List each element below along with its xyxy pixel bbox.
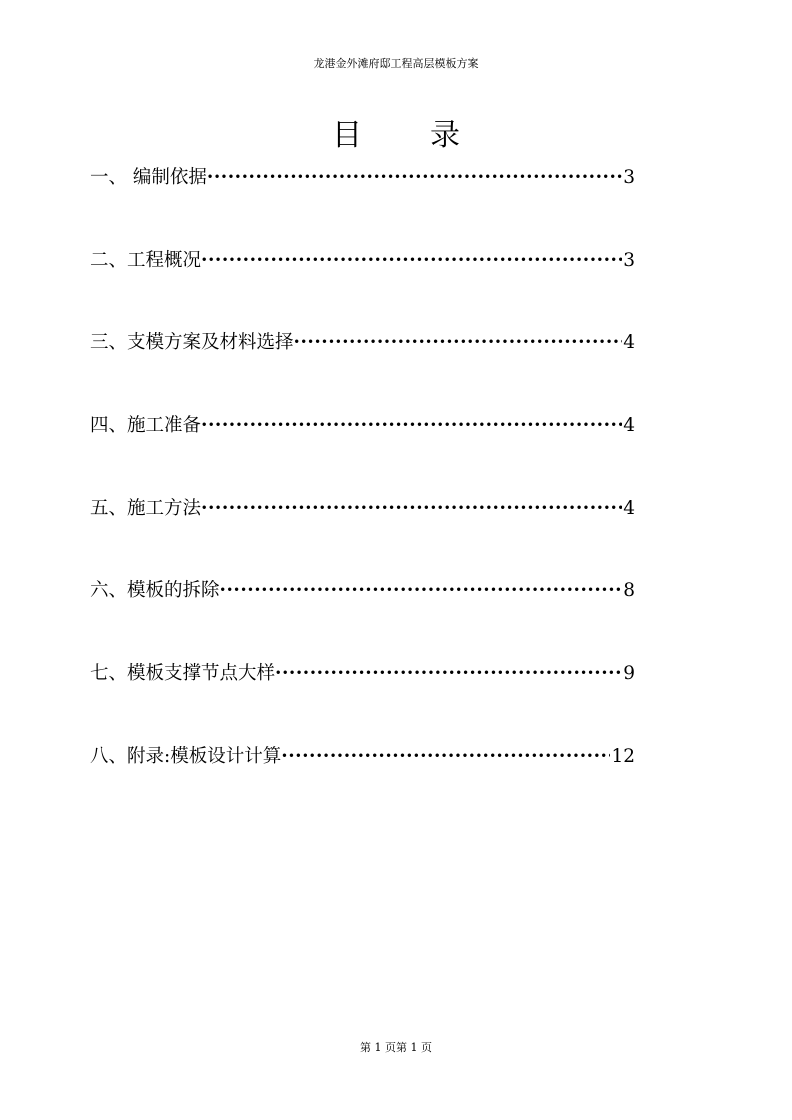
toc-item-5[interactable] [90, 496, 635, 522]
toc-item-label: 支模方案及材料选择 [127, 332, 294, 353]
toc-item-6[interactable] [90, 578, 635, 604]
toc-item-8[interactable] [90, 744, 635, 770]
toc-item-number: 四、 [90, 415, 128, 436]
toc-title-right: 录 [430, 118, 460, 153]
toc-item-2[interactable] [90, 248, 635, 274]
toc-item-number: 八、 [90, 746, 128, 767]
toc-leader-dots [220, 578, 623, 604]
toc-item-4[interactable] [90, 413, 635, 439]
toc-title-left: 目 [332, 118, 362, 153]
toc-item-number: 一、 [90, 167, 133, 188]
toc-item-label: 施工方法 [127, 498, 202, 519]
toc-item-label: 模板支撑节点大样 [127, 663, 276, 684]
toc-leader-dots [201, 413, 622, 439]
toc-leader-dots [201, 496, 622, 522]
toc-item-label: 施工准备 [127, 415, 202, 436]
toc-item-label: 附录:模板设计计算 [127, 746, 282, 767]
toc-item-number: 七、 [90, 663, 128, 684]
toc-item-page: 4 [623, 415, 635, 436]
toc-item-page: 9 [623, 663, 635, 684]
toc-title [0, 116, 792, 156]
toc-item-number: 五、 [90, 498, 128, 519]
toc-item-1[interactable] [90, 165, 635, 191]
toc-item-page: 4 [623, 332, 635, 353]
toc-item-3[interactable] [90, 330, 635, 356]
page-footer: 第 1 页第 1 页 [360, 1041, 432, 1054]
toc-item-label: 模板的拆除 [127, 580, 220, 601]
toc-item-page: 3 [623, 167, 635, 188]
toc-leader-dots [207, 165, 622, 191]
toc-item-number: 三、 [90, 332, 128, 353]
toc-item-page: 4 [623, 498, 635, 519]
toc-item-page: 3 [623, 250, 635, 271]
toc-item-number: 六、 [90, 580, 128, 601]
toc-item-7[interactable] [90, 661, 635, 687]
toc-item-number: 二、 [90, 250, 128, 271]
toc-leader-dots [294, 330, 623, 356]
toc-item-page: 12 [611, 746, 635, 767]
toc-item-label: 工程概况 [127, 250, 202, 271]
toc-item-label: 编制依据 [132, 167, 207, 188]
toc-item-page: 8 [623, 580, 635, 601]
toc-leader-dots [275, 661, 622, 687]
toc-leader-dots [281, 744, 610, 770]
toc-leader-dots [201, 248, 622, 274]
page-header: 龙港金外滩府邸工程高层模板方案 [313, 57, 479, 70]
